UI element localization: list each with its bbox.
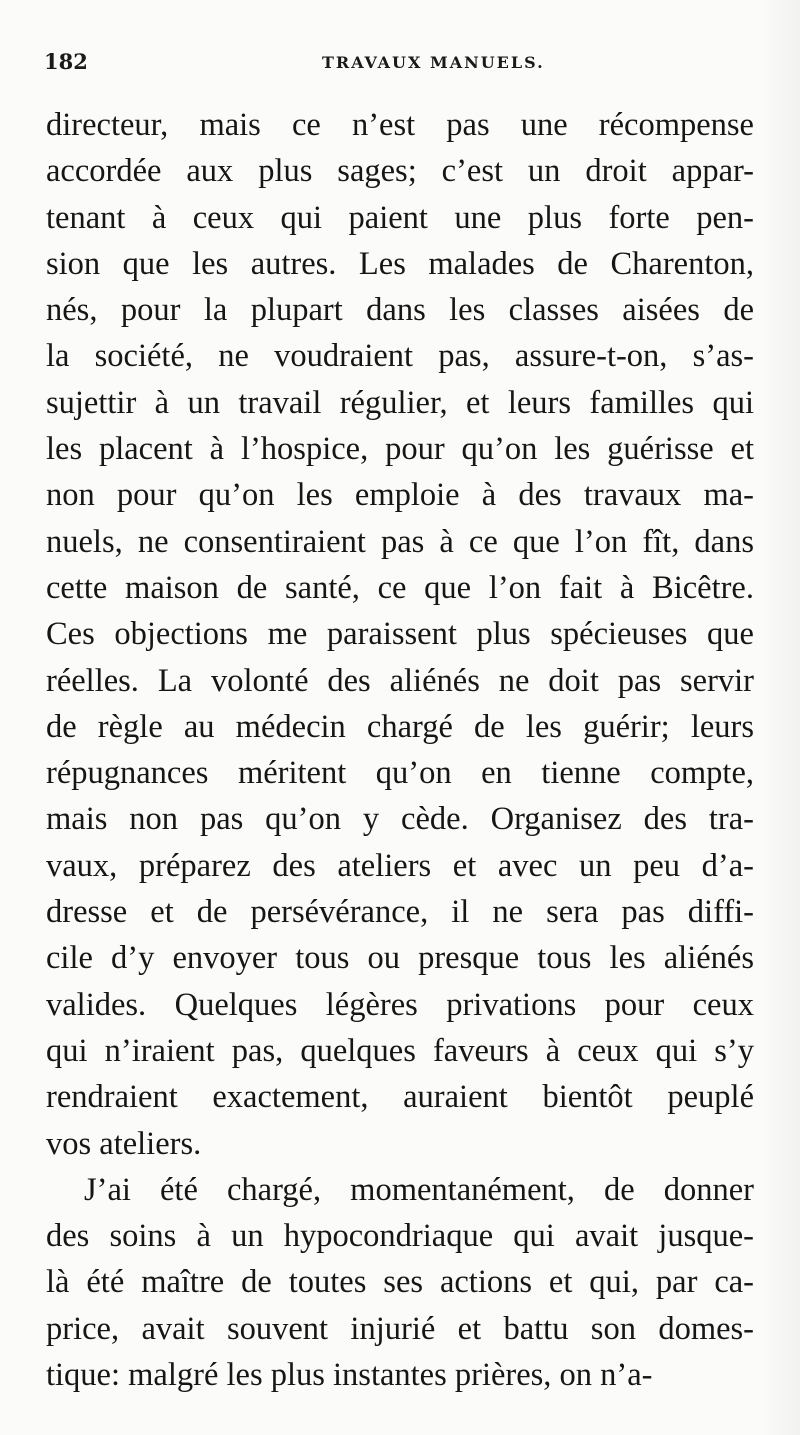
text-line: de règle au médecin chargé de les guérir; leurs	[46, 708, 754, 745]
text-line: accordée aux plus sages; c’est un droit appar-	[46, 153, 754, 190]
text-line: répugnances méritent qu’on en tienne compte,	[46, 755, 754, 792]
text-line: Ces objections me paraissent plus spécieuses que	[46, 616, 754, 653]
running-title: TRAVAUX MANUELS.	[322, 53, 545, 72]
text-line: directeur, mais ce n’est pas une récompense	[46, 107, 754, 143]
text-line: cette maison de santé, ce que l’on fait à Bicêtre.	[46, 569, 754, 606]
text-line: sion que les autres. Les malades de Charenton,	[46, 245, 754, 282]
running-header	[44, 46, 756, 78]
text-line: vos ateliers.	[46, 1125, 202, 1162]
text-line: J’ai été chargé, momentanément, de donner	[84, 1171, 754, 1208]
text-line: dresse et de persévérance, il ne sera pas diffi-	[46, 894, 754, 931]
text-line: les placent à l’hospice, pour qu’on les guérisse et	[46, 431, 754, 468]
text-line: mais non pas qu’on y cède. Organisez des tra-	[46, 801, 754, 838]
text-line: réelles. La volonté des aliénés ne doit pas servir	[46, 662, 754, 699]
text-line: cile d’y envoyer tous ou presque tous les aliénés	[46, 940, 754, 977]
text-line: qui n’iraient pas, quelques faveurs à ceux qui s’y	[46, 1032, 754, 1069]
text-line: non pour qu’on les emploie à des travaux ma-	[46, 477, 754, 514]
page-edge-shadow	[760, 0, 800, 1435]
text-line: valides. Quelques légères privations pour ceux	[46, 986, 754, 1023]
text-line: là été maître de toutes ses actions et qui, par ca-	[46, 1264, 754, 1301]
text-line: des soins à un hypocondriaque qui avait jusque-	[46, 1218, 754, 1255]
text-line: nuels, ne consentiraient pas à ce que l’on fît, dans	[46, 523, 754, 560]
text-line: nés, pour la plupart dans les classes aisées de	[46, 292, 754, 329]
text-line: la société, ne voudraient pas, assure-t-on, s’as-	[46, 338, 754, 375]
paragraph	[46, 102, 754, 1167]
text-line: tique: malgré les plus instantes prières, on n’a-	[46, 1357, 653, 1394]
text-line: vaux, préparez des ateliers et avec un peu d’a-	[46, 847, 754, 884]
paragraph	[46, 1167, 754, 1398]
text-line: sujettir à un travail régulier, et leurs familles qui	[46, 384, 754, 421]
text-line: tenant à ceux qui paient une plus forte pen-	[46, 199, 754, 236]
text-line: rendraient exactement, auraient bientôt peuplé	[46, 1079, 754, 1116]
text-line: price, avait souvent injurié et battu son domes-	[46, 1310, 754, 1347]
page-number: 182	[44, 49, 88, 74]
body-text	[46, 102, 754, 1398]
